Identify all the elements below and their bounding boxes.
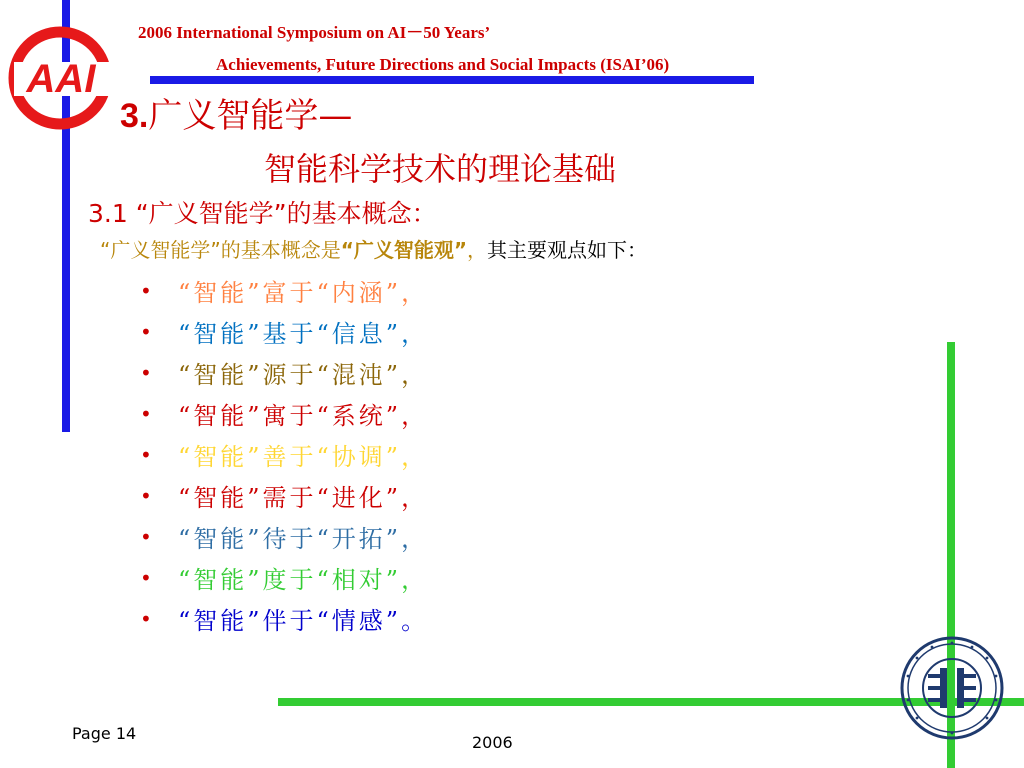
list-item xyxy=(140,270,428,311)
intro-line xyxy=(100,234,647,263)
symposium-title-line2: Achievements, Future Directions and Social Impacts (ISAI’06) xyxy=(216,55,670,74)
header-blue-divider xyxy=(150,76,754,84)
list-item xyxy=(140,393,428,434)
title-number: 3. xyxy=(120,97,149,135)
bullet-icon: • xyxy=(140,565,152,590)
list-item-text: “智能”需于“进化”， xyxy=(178,484,429,512)
list-item xyxy=(140,557,428,598)
list-item xyxy=(140,311,428,352)
list-item xyxy=(140,352,428,393)
list-item xyxy=(140,516,428,557)
bullet-icon: • xyxy=(140,442,152,467)
list-item-text: “智能”伴于“情感”。 xyxy=(178,607,429,635)
list-item-text: “智能”寓于“系统”， xyxy=(178,402,429,430)
aai-logo xyxy=(8,26,112,130)
intro-comma: ， xyxy=(467,238,488,262)
title-main: 广义智能学— xyxy=(148,96,353,136)
list-item-text: “智能”基于“信息”， xyxy=(178,320,429,348)
intro-emphasis: “广义智能观” xyxy=(340,238,468,262)
bullet-icon: • xyxy=(140,360,152,385)
viewpoint-list xyxy=(140,270,428,639)
list-item-text: “智能”富于“内涵”， xyxy=(178,279,429,307)
slide-subtitle: 智能科学技术的理论基础 xyxy=(264,150,617,188)
symposium-title-line1: 2006 International Symposium on AI－50 Years’ xyxy=(138,23,491,42)
bullet-icon: • xyxy=(140,401,152,426)
bullet-icon: • xyxy=(140,319,152,344)
bullet-icon: • xyxy=(140,606,152,631)
list-item-text: “智能”度于“相对”， xyxy=(178,566,429,594)
footer-year: 2006 xyxy=(472,733,513,752)
intro-prefix: “广义智能学”的基本概念是 xyxy=(100,238,341,262)
page-number: Page 14 xyxy=(72,724,137,743)
aai-logo-text: AAI xyxy=(26,57,96,101)
section-heading: 3.1 “广义智能学”的基本概念： xyxy=(88,199,437,228)
bullet-icon: • xyxy=(140,483,152,508)
list-item xyxy=(140,434,428,475)
list-item xyxy=(140,475,428,516)
intro-suffix: 其主要观点如下： xyxy=(487,238,648,262)
bullet-icon: • xyxy=(140,278,152,303)
university-seal-icon xyxy=(900,636,1004,740)
list-item xyxy=(140,598,428,639)
list-item-text: “智能”源于“混沌”， xyxy=(178,361,429,389)
bullet-icon: • xyxy=(140,524,152,549)
slide-title xyxy=(120,88,352,137)
list-item-text: “智能”善于“协调”， xyxy=(178,443,429,471)
list-item-text: “智能”待于“开拓”， xyxy=(178,525,429,553)
